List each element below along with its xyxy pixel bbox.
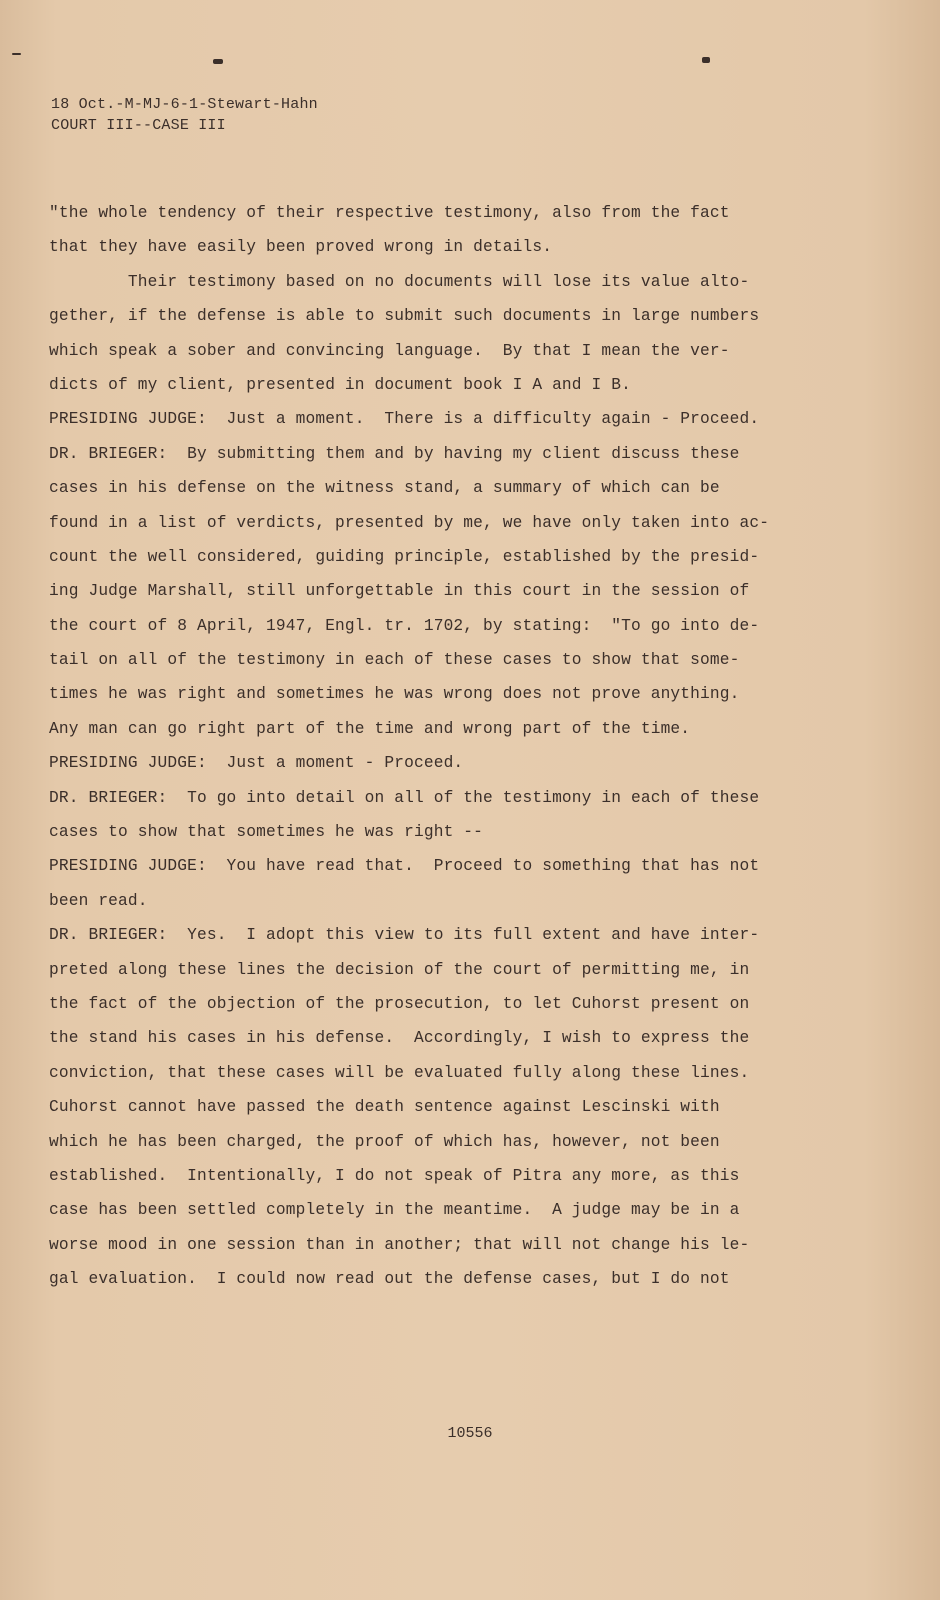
transcript-line: DR. BRIEGER: By submitting them and by having my client discuss these <box>49 444 740 463</box>
transcript-line: DR. BRIEGER: To go into detail on all of the testimony in each of these <box>49 788 760 807</box>
transcript-line: the fact of the objection of the prosecution, to let Cuhorst present on <box>49 994 750 1013</box>
transcript-line: times he was right and sometimes he was wrong does not prove anything. <box>49 685 740 704</box>
transcript-line: found in a list of verdicts, presented by me, we have only taken into ac- <box>49 513 770 532</box>
transcript-line: preted along these lines the decision of the court of permitting me, in <box>49 960 750 979</box>
transcript-line: the stand his cases in his defense. Accordingly, I wish to express the <box>49 1029 750 1048</box>
transcript-line: which speak a sober and convincing language. By that I mean the ver- <box>49 341 730 360</box>
transcript-line: cases in his defense on the witness stand, a summary of which can be <box>49 479 720 498</box>
transcript-line: which he has been charged, the proof of which has, however, not been <box>49 1132 720 1151</box>
page-number: 10556 <box>447 1425 493 1442</box>
header-reference-line: 18 Oct.-M-MJ-6-1-Stewart-Hahn <box>51 96 318 113</box>
transcript-line: worse mood in one session than in another; that will not change his le- <box>49 1235 750 1254</box>
transcript-line: PRESIDING JUDGE: Just a moment - Proceed. <box>49 754 464 773</box>
transcript-line: conviction, that these cases will be evaluated fully along these lines. <box>49 1063 750 1082</box>
transcript-line: "the whole tendency of their respective testimony, also from the fact <box>49 204 730 222</box>
transcript-line: dicts of my client, presented in document book I A and I B. <box>49 375 631 394</box>
transcript-line: gether, if the defense is able to submit such documents in large numbers <box>49 307 760 326</box>
transcript-line: PRESIDING JUDGE: Just a moment. There is a difficulty again - Proceed. <box>49 410 760 429</box>
transcript-line: been read. <box>49 891 148 910</box>
transcript-line: count the well considered, guiding principle, established by the presid- <box>49 547 760 566</box>
transcript-line: that they have easily been proved wrong in details. <box>49 238 553 257</box>
transcript-body <box>49 196 889 1297</box>
punch-mark-right <box>702 57 710 63</box>
transcript-line: established. Intentionally, I do not speak of Pitra any more, as this <box>49 1166 740 1185</box>
document-header <box>51 94 318 136</box>
transcript-line: Any man can go right part of the time and wrong part of the time. <box>49 719 691 738</box>
transcript-line: ing Judge Marshall, still unforgettable in this court in the session of <box>49 582 750 601</box>
transcript-line: Cuhorst cannot have passed the death sentence against Lescinski with <box>49 1098 720 1117</box>
transcript-line: PRESIDING JUDGE: You have read that. Proceed to something that has not <box>49 857 760 876</box>
edge-mark <box>12 53 21 55</box>
transcript-line: tail on all of the testimony in each of these cases to show that some- <box>49 651 740 670</box>
punch-mark-left <box>213 59 223 64</box>
transcript-line: Their testimony based on no documents will lose its value alto- <box>49 272 750 291</box>
transcript-line: the court of 8 April, 1947, Engl. tr. 1702, by stating: "To go into de- <box>49 616 760 635</box>
transcript-line: gal evaluation. I could now read out the defense cases, but I do not <box>49 1270 730 1289</box>
transcript-line: case has been settled completely in the meantime. A judge may be in a <box>49 1201 740 1220</box>
transcript-line: cases to show that sometimes he was right -- <box>49 823 484 842</box>
transcript-line: DR. BRIEGER: Yes. I adopt this view to its full extent and have inter- <box>49 926 760 945</box>
header-court-line: COURT III--CASE III <box>51 117 226 134</box>
